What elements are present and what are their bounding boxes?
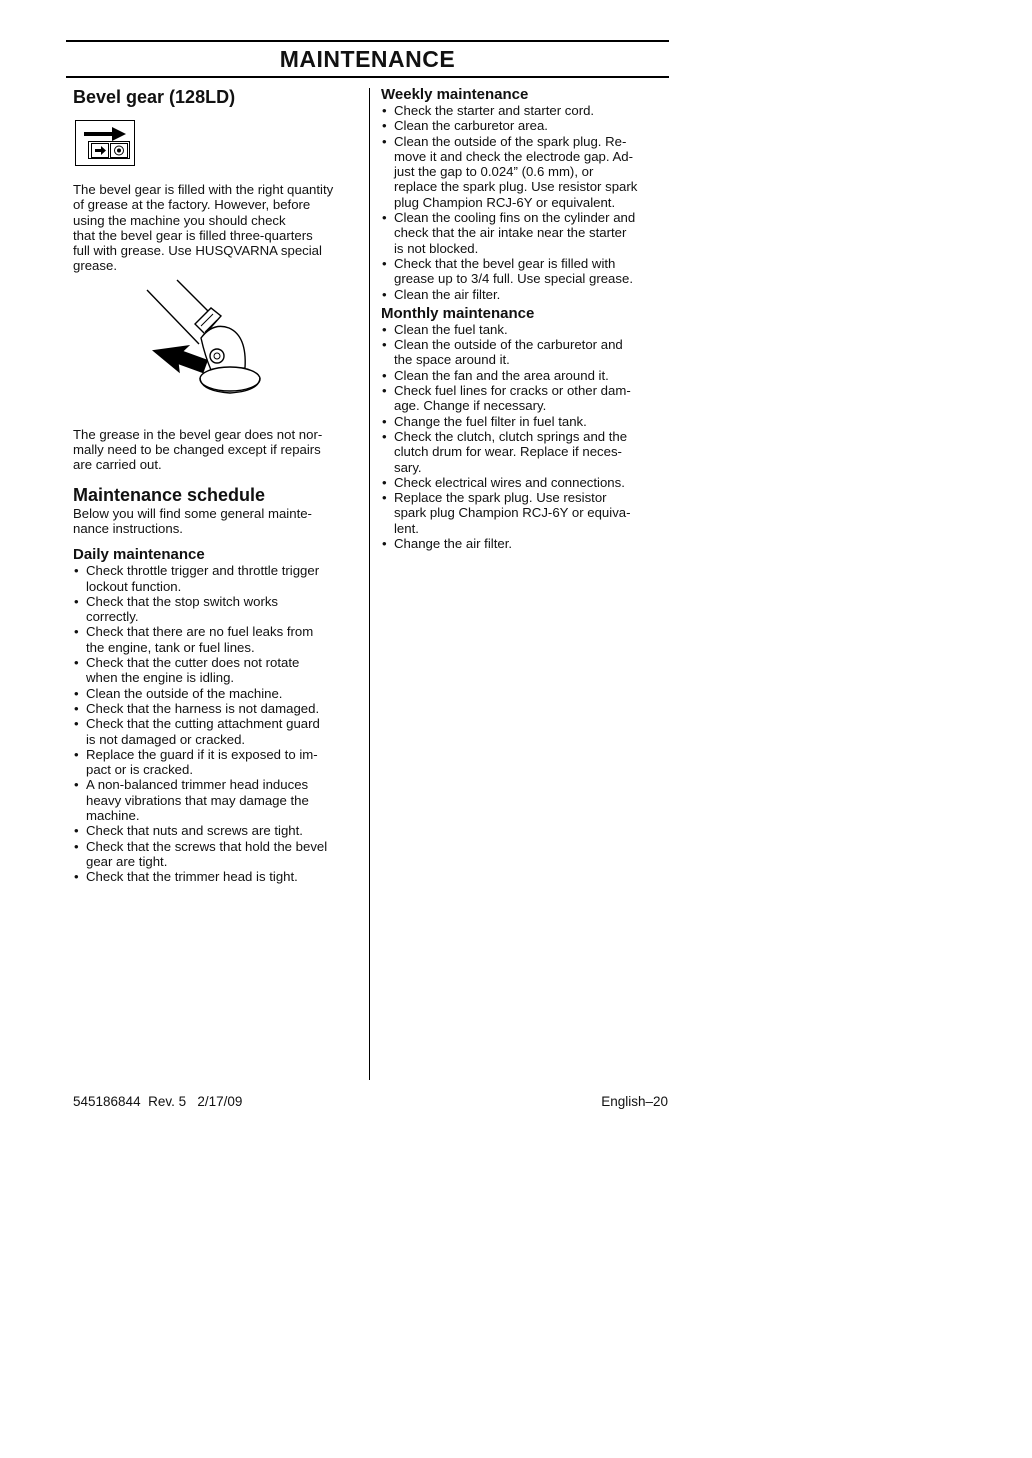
daily-maintenance-list [73, 563, 361, 884]
daily-maintenance-heading: Daily maintenance [73, 546, 205, 564]
list-item: • A non-balanced trimmer head induces heavy vibrations that may damage the machine. [73, 777, 361, 823]
list-item: • Check electrical wires and connections. [381, 475, 671, 490]
column-divider [369, 88, 370, 1080]
list-item: • Replace the spark plug. Use resistor spark plug Champion RCJ-6Y or equiva- lent. [381, 490, 671, 536]
list-item: • Change the fuel filter in fuel tank. [381, 414, 671, 429]
list-item: • Check that the harness is not damaged. [73, 701, 361, 716]
bevel-gear-heading: Bevel gear (128LD) [73, 87, 236, 107]
schedule-intro [73, 506, 361, 537]
intro-line: grease. [73, 258, 117, 274]
list-item: • Clean the air filter. [381, 287, 671, 302]
bevel-gear-illustration [143, 278, 303, 418]
list-item: • Check fuel lines for cracks or other dam- age. Change if necessary. [381, 383, 671, 414]
list-item: • Check that nuts and screws are tight. [73, 823, 361, 838]
footer-page-number: English–20 [601, 1094, 668, 1109]
list-item: • Clean the carburetor area. [381, 118, 671, 133]
arrow-right-icon [84, 127, 126, 141]
list-item: • Check that the bevel gear is filled with grease up to 3/4 full. Use special grease. [381, 256, 671, 287]
list-item: • Check the clutch, clutch springs and the clutch drum for wear. Replace if neces- sary. [381, 429, 671, 475]
grease-cell-icon [110, 143, 128, 158]
list-item: • Clean the fuel tank. [381, 322, 671, 337]
arrow-cell-icon [91, 143, 109, 158]
schedule-intro-line: Below you will find some general mainte- [73, 505, 312, 521]
top-rule [66, 40, 669, 42]
list-item: • Clean the cooling fins on the cylinder and check that the air intake near the starter is not blocked. [381, 210, 671, 256]
intro-line: that the bevel gear is filled three-quarters [73, 227, 313, 243]
list-item: • Clean the fan and the area around it. [381, 368, 671, 383]
symbol-panel [88, 141, 130, 159]
list-item: • Check that the trimmer head is tight. [73, 869, 361, 884]
left-column [73, 86, 361, 885]
weekly-maintenance-heading: Weekly maintenance [381, 86, 529, 103]
note-line: are carried out. [73, 457, 162, 473]
right-column [381, 86, 671, 551]
title-underline [66, 76, 669, 78]
footer-doc-ref: 545186844 Rev. 5 2/17/09 [73, 1094, 243, 1109]
list-item: • Check that the cutting attachment guard is not damaged or cracked. [73, 716, 361, 747]
list-item: • Clean the outside of the spark plug. Re- move it and check the electrode gap. Ad- just the gap to 0.024” (0.6 mm), or replace the spark plug. Use resistor spark plug Champion RCJ-6Y or equivalent. [381, 134, 671, 210]
monthly-maintenance-heading: Monthly maintenance [381, 304, 535, 322]
list-item: • Clean the outside of the carburetor and the space around it. [381, 337, 671, 368]
list-item: • Check that the screws that hold the bevel gear are tight. [73, 839, 361, 870]
list-item: • Check that there are no fuel leaks from the engine, tank or fuel lines. [73, 624, 361, 655]
intro-line: using the machine you should check [73, 212, 286, 228]
list-item: • Check that the cutter does not rotate when the engine is idling. [73, 655, 361, 686]
list-item: • Check that the stop switch works correctly. [73, 594, 361, 625]
bevel-gear-intro [73, 182, 361, 274]
intro-line: of grease at the factory. However, before [73, 197, 311, 213]
maintenance-schedule-heading: Maintenance schedule [73, 484, 266, 505]
weekly-maintenance-list [381, 103, 671, 302]
list-item: • Check throttle trigger and throttle trigger lockout function. [73, 563, 361, 594]
intro-line: full with grease. Use HUSQVARNA special [73, 243, 322, 259]
bevel-gear-note [73, 427, 361, 473]
note-line: The grease in the bevel gear does not nor- [73, 426, 323, 442]
list-item: • Replace the guard if it is exposed to im- pact or is cracked. [73, 747, 361, 778]
page-title: MAINTENANCE [279, 46, 456, 72]
grease-symbol-icon [75, 120, 135, 166]
intro-line: The bevel gear is filled with the right quantity [73, 182, 334, 197]
list-item: • Change the air filter. [381, 536, 671, 551]
list-item: • Check the starter and starter cord. [381, 103, 671, 118]
list-item: • Clean the outside of the machine. [73, 686, 361, 701]
schedule-intro-line: nance instructions. [73, 520, 183, 536]
note-line: mally need to be changed except if repairs [73, 442, 321, 458]
monthly-maintenance-list [381, 322, 671, 551]
